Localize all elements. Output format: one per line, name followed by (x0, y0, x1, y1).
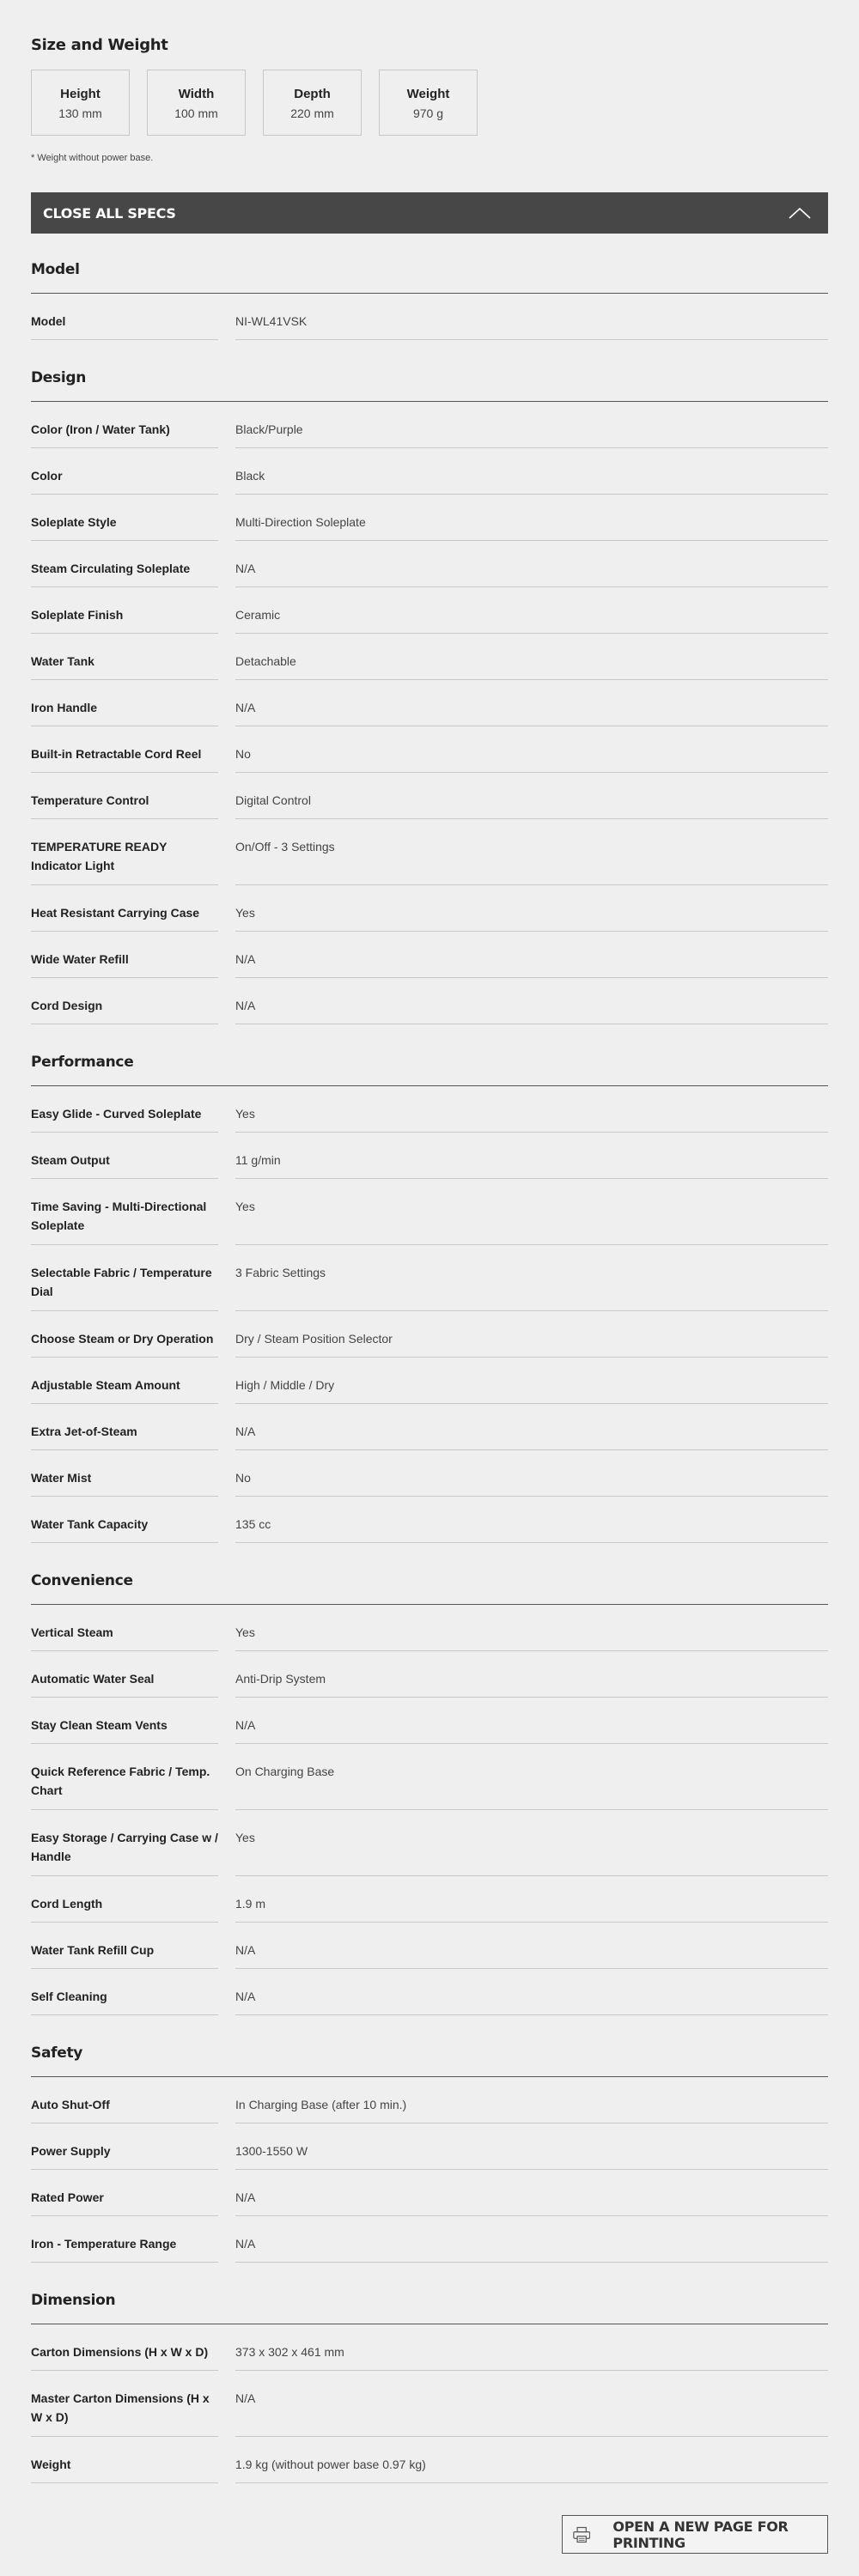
section-gap (31, 2015, 828, 2036)
spec-key: Cord Length (31, 1876, 218, 1923)
spec-row (31, 1358, 828, 1404)
spec-value: 373 x 302 x 461 mm (235, 2324, 828, 2371)
spec-value: 1.9 m (235, 1876, 828, 1923)
spec-key: Extra Jet-of-Steam (31, 1404, 218, 1450)
spec-value: Yes (235, 1179, 828, 1245)
spec-sections (31, 252, 828, 2483)
spec-key: Water Tank (31, 634, 218, 680)
depth-value: 220 mm (290, 106, 334, 120)
spec-row (31, 773, 828, 819)
spec-row (31, 1311, 828, 1358)
spec-row (31, 680, 828, 726)
chevron-up-icon (789, 207, 811, 219)
spec-value: No (235, 1450, 828, 1497)
spec-key: Steam Output (31, 1133, 218, 1179)
spec-row (31, 1605, 828, 1651)
section-gap (31, 2263, 828, 2283)
spec-key: Iron - Temperature Range (31, 2216, 218, 2263)
spec-value: N/A (235, 932, 828, 978)
spec-key: TEMPERATURE READY Indicator Light (31, 819, 218, 885)
spec-value: 3 Fabric Settings (235, 1245, 828, 1311)
spec-key: Built-in Retractable Cord Reel (31, 726, 218, 773)
section-title: Performance (31, 1045, 828, 1086)
spec-row (31, 1969, 828, 2015)
spec-value: NI-WL41VSK (235, 294, 828, 340)
spec-row (31, 2170, 828, 2216)
spec-row (31, 978, 828, 1024)
height-value: 130 mm (58, 106, 102, 120)
spec-value: 11 g/min (235, 1133, 828, 1179)
open-print-page-button[interactable] (562, 2515, 828, 2554)
spec-key: Steam Circulating Soleplate (31, 541, 218, 587)
depth-box (263, 70, 362, 136)
spec-row (31, 448, 828, 495)
spec-value: Dry / Steam Position Selector (235, 1311, 828, 1358)
spec-value: Ceramic (235, 587, 828, 634)
spec-row (31, 819, 828, 885)
spec-key: Power Supply (31, 2123, 218, 2170)
spec-key: Soleplate Style (31, 495, 218, 541)
height-label: Height (60, 87, 101, 101)
spec-key: Heat Resistant Carrying Case (31, 885, 218, 932)
width-box (147, 70, 246, 136)
spec-value: N/A (235, 2371, 828, 2437)
section-gap (31, 340, 828, 361)
weight-value: 970 g (412, 106, 444, 120)
section-gap (31, 1543, 828, 1564)
section-title: Design (31, 361, 828, 402)
section-gap (31, 1024, 828, 1045)
spec-row (31, 541, 828, 587)
spec-value: Multi-Direction Soleplate (235, 495, 828, 541)
spec-value: Yes (235, 1810, 828, 1876)
section-title: Safety (31, 2036, 828, 2077)
spec-value: 135 cc (235, 1497, 828, 1543)
spec-row (31, 885, 828, 932)
spec-value: N/A (235, 1698, 828, 1744)
spec-row (31, 2371, 828, 2437)
section-title: Dimension (31, 2283, 828, 2324)
spec-key: Water Mist (31, 1450, 218, 1497)
spec-key: Easy Glide - Curved Soleplate (31, 1086, 218, 1133)
depth-label: Depth (294, 87, 331, 101)
spec-row (31, 1698, 828, 1744)
spec-key: Temperature Control (31, 773, 218, 819)
spec-key: Color (Iron / Water Tank) (31, 402, 218, 448)
spec-value: N/A (235, 978, 828, 1024)
spec-row (31, 294, 828, 340)
spec-row (31, 1923, 828, 1969)
spec-row (31, 2123, 828, 2170)
width-value: 100 mm (174, 106, 218, 120)
spec-key: Soleplate Finish (31, 587, 218, 634)
spec-row (31, 1876, 828, 1923)
weight-label: Weight (406, 87, 450, 101)
spec-value: Anti-Drip System (235, 1651, 828, 1698)
spec-key: Water Tank Capacity (31, 1497, 218, 1543)
spec-key: Vertical Steam (31, 1605, 218, 1651)
spec-row (31, 726, 828, 773)
spec-row (31, 1245, 828, 1311)
close-all-specs-button[interactable] (31, 192, 828, 234)
spec-key: Iron Handle (31, 680, 218, 726)
spec-key: Rated Power (31, 2170, 218, 2216)
spec-row (31, 1179, 828, 1245)
spec-row (31, 634, 828, 680)
spec-key: Quick Reference Fabric / Temp. Chart (31, 1744, 218, 1810)
spec-value: Yes (235, 885, 828, 932)
height-box (31, 70, 130, 136)
spec-value: N/A (235, 541, 828, 587)
spec-value: N/A (235, 1404, 828, 1450)
spec-value: Detachable (235, 634, 828, 680)
printer-icon (573, 2525, 590, 2544)
spec-value: In Charging Base (after 10 min.) (235, 2077, 828, 2123)
spec-row (31, 2437, 828, 2483)
spec-value: High / Middle / Dry (235, 1358, 828, 1404)
spec-key: Wide Water Refill (31, 932, 218, 978)
spec-key: Cord Design (31, 978, 218, 1024)
spec-value: N/A (235, 1969, 828, 2015)
spec-key: Self Cleaning (31, 1969, 218, 2015)
spec-key: Weight (31, 2437, 218, 2483)
spec-row (31, 2216, 828, 2263)
spec-row (31, 1450, 828, 1497)
spec-key: Master Carton Dimensions (H x W x D) (31, 2371, 218, 2437)
spec-key: Time Saving - Multi-Directional Soleplate (31, 1179, 218, 1245)
spec-row (31, 1810, 828, 1876)
spec-row (31, 1404, 828, 1450)
spec-value: N/A (235, 680, 828, 726)
spec-key: Color (31, 448, 218, 495)
size-weight-title: Size and Weight (31, 36, 168, 54)
spec-row (31, 2077, 828, 2123)
spec-value: Yes (235, 1605, 828, 1651)
spec-key: Adjustable Steam Amount (31, 1358, 218, 1404)
spec-value: Black (235, 448, 828, 495)
spec-key: Selectable Fabric / Temperature Dial (31, 1245, 218, 1311)
spec-key: Model (31, 294, 218, 340)
spec-value: 1.9 kg (without power base 0.97 kg) (235, 2437, 828, 2483)
spec-value: Black/Purple (235, 402, 828, 448)
spec-value: 1300-1550 W (235, 2123, 828, 2170)
spec-value: On/Off - 3 Settings (235, 819, 828, 885)
spec-key: Auto Shut-Off (31, 2077, 218, 2123)
spec-row (31, 1133, 828, 1179)
spec-key: Automatic Water Seal (31, 1651, 218, 1698)
spec-key: Water Tank Refill Cup (31, 1923, 218, 1969)
spec-row (31, 2324, 828, 2371)
spec-key: Choose Steam or Dry Operation (31, 1311, 218, 1358)
spec-value: N/A (235, 2216, 828, 2263)
spec-value: Yes (235, 1086, 828, 1133)
spec-value: N/A (235, 2170, 828, 2216)
spec-row (31, 1651, 828, 1698)
weight-note: * Weight without power base. (31, 153, 154, 163)
close-all-specs-label: CLOSE ALL SPECS (43, 204, 176, 222)
spec-row (31, 932, 828, 978)
spec-key: Easy Storage / Carrying Case w / Handle (31, 1810, 218, 1876)
width-label: Width (178, 87, 215, 101)
spec-row (31, 402, 828, 448)
spec-row (31, 495, 828, 541)
weight-box (379, 70, 478, 136)
spec-row (31, 1744, 828, 1810)
spec-value: No (235, 726, 828, 773)
section-title: Convenience (31, 1564, 828, 1605)
spec-key: Carton Dimensions (H x W x D) (31, 2324, 218, 2371)
spec-row (31, 1086, 828, 1133)
open-print-page-label: OPEN A NEW PAGE FOR PRINTING (612, 2518, 789, 2551)
section-title: Model (31, 252, 828, 294)
spec-value: On Charging Base (235, 1744, 828, 1810)
size-weight-boxes (31, 70, 478, 136)
spec-value: Digital Control (235, 773, 828, 819)
spec-row (31, 1497, 828, 1543)
spec-key: Stay Clean Steam Vents (31, 1698, 218, 1744)
spec-row (31, 587, 828, 634)
spec-value: N/A (235, 1923, 828, 1969)
